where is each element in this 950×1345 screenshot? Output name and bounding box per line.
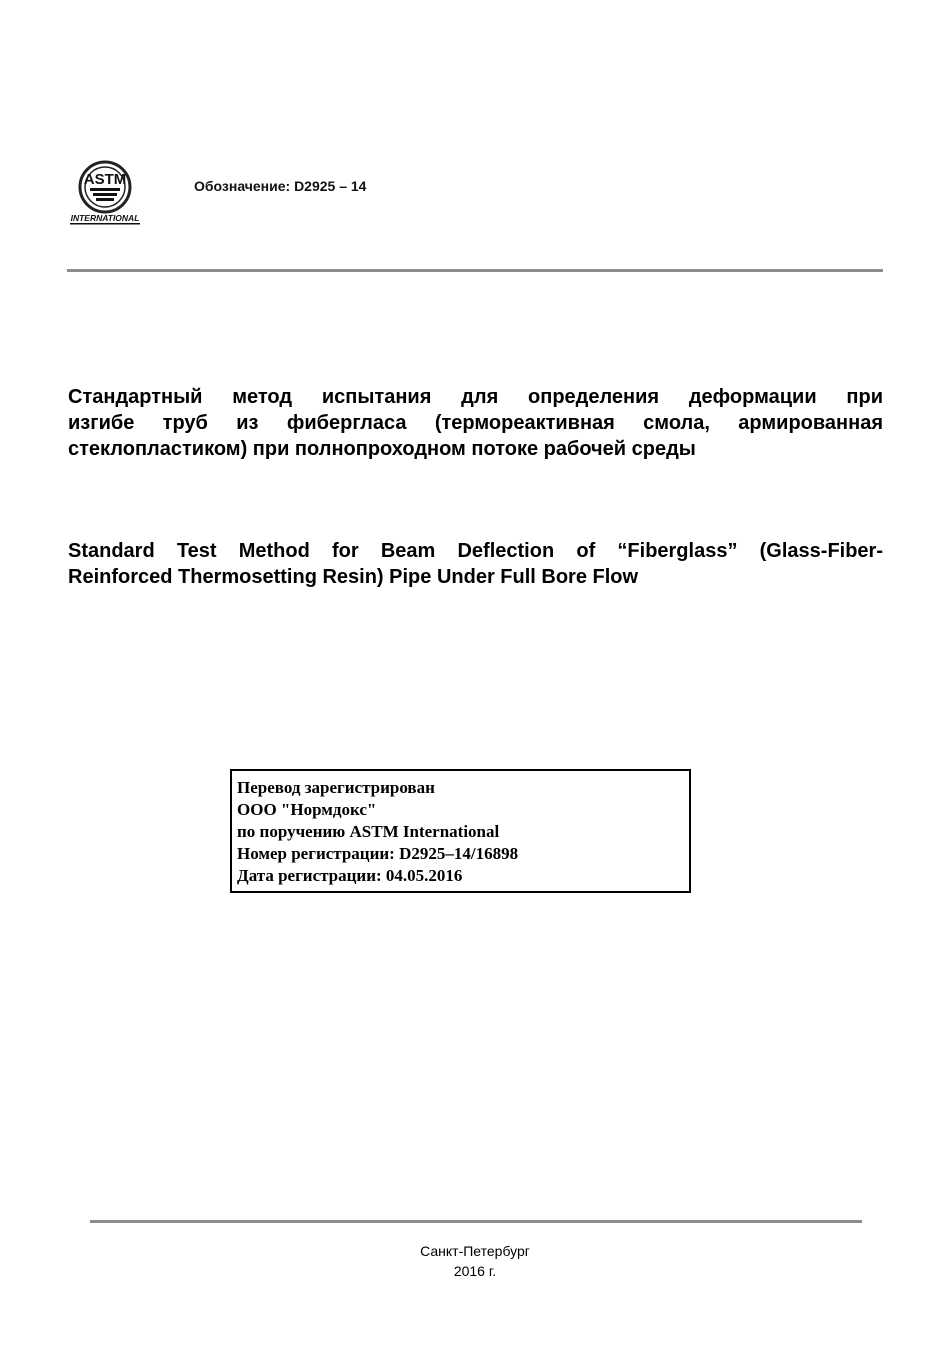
title-en-line-1: Standard Test Method for Beam Deflection of “Fiberglass” (Glass-Fiber- [68,540,883,562]
registration-box [230,769,691,893]
registration-company: ООО "Нормдокс" [237,800,377,819]
title-ru-line-2: изгибе труб из фибергласа (термореактивная смола, армированная [68,412,883,434]
astm-logo [66,160,144,226]
footer-city: Санкт-Петербург [420,1243,530,1259]
title-ru-line-1: Стандартный метод испытания для определения деформации при [68,386,883,408]
bottom-divider [90,1220,862,1223]
registration-number: Номер регистрации: D2925–14/16898 [237,844,519,863]
logo-text-main: ASTM [83,171,127,188]
logo-text-sub: INTERNATIONAL [70,213,140,223]
footer-year: 2016 г. [453,1263,497,1279]
title-english [68,538,883,590]
title-ru-line-3: стеклопластиком) при полнопроходном потоке рабочей среды [68,438,696,460]
title-russian [68,384,883,462]
registration-date: Дата регистрации: 04.05.2016 [237,866,463,885]
title-en-line-2: Reinforced Thermosetting Resin) Pipe Under Full Bore Flow [68,566,639,588]
registration-on-behalf: по поручению ASTM International [237,822,500,841]
top-divider [67,269,883,272]
registration-line-1: Перевод зарегистрирован [237,778,435,797]
document-designation: Обозначение: D2925 – 14 [194,178,367,194]
